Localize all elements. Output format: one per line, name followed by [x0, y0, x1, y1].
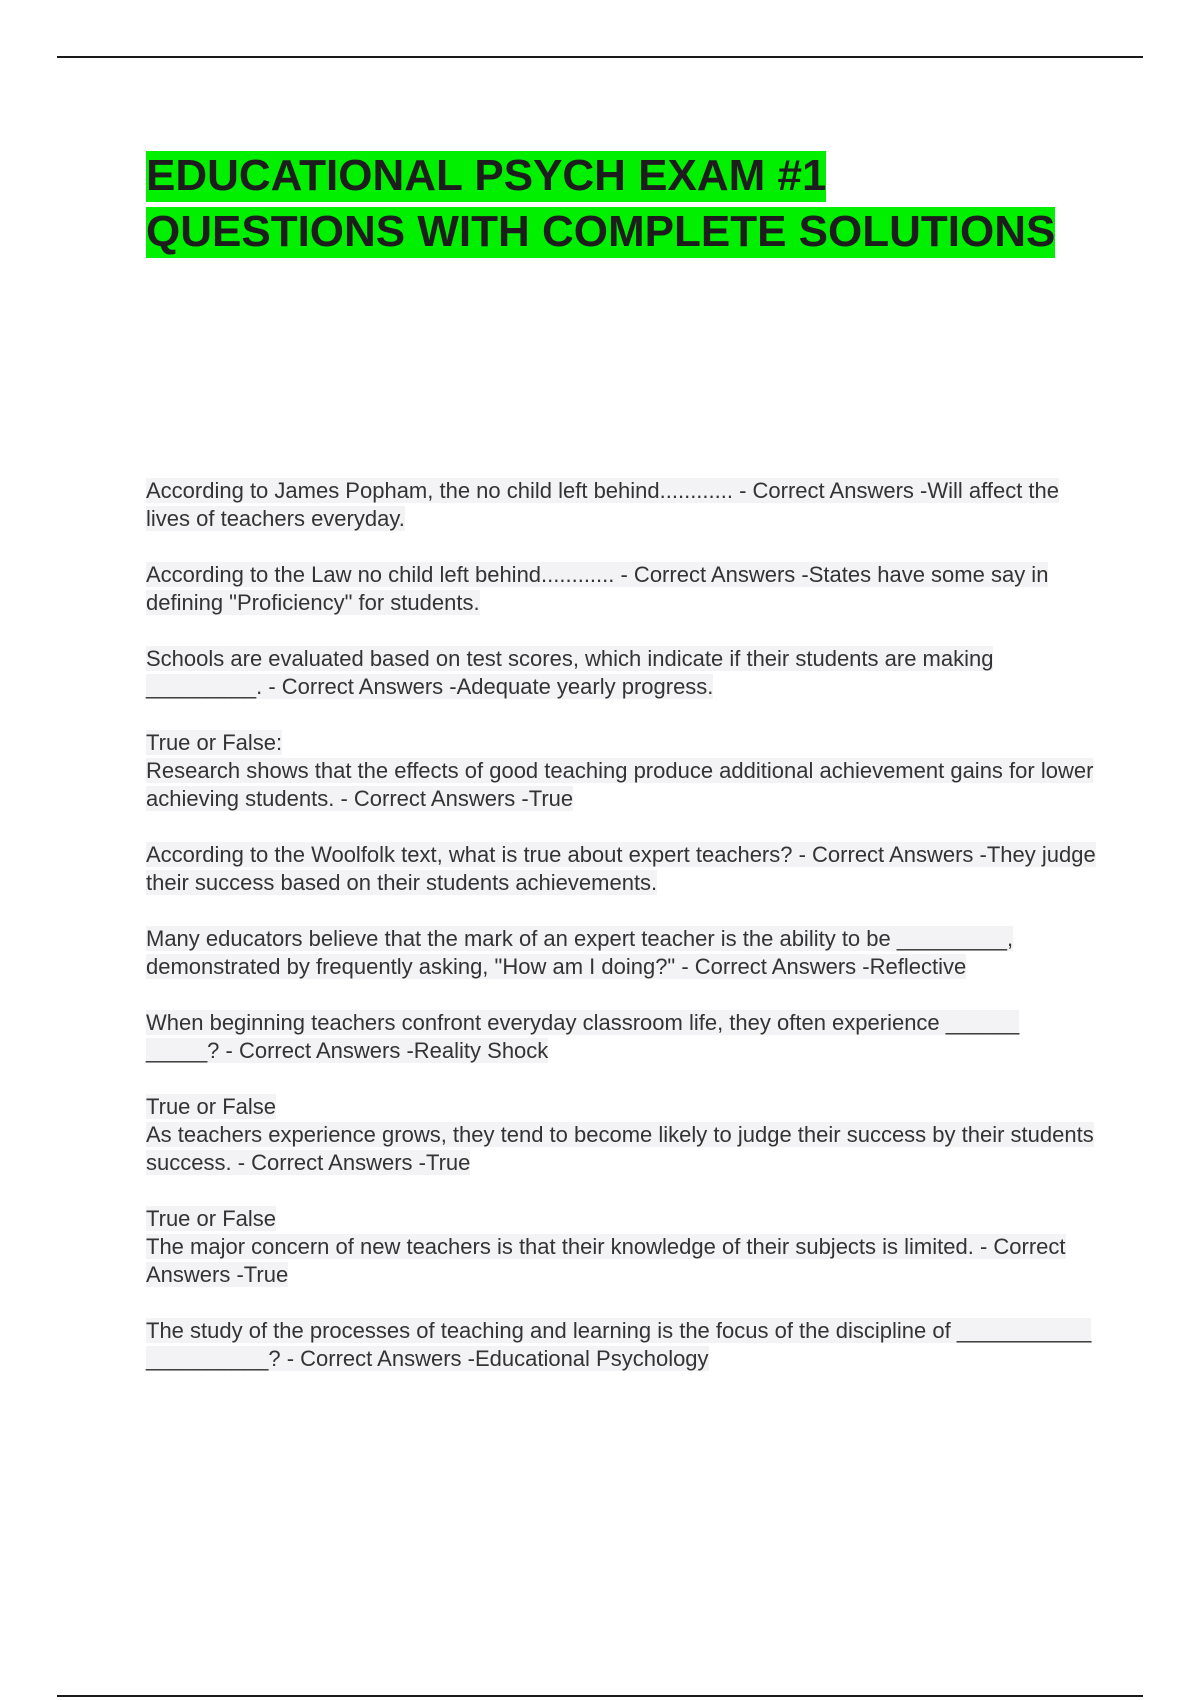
document-title: [146, 148, 1096, 260]
qa-item: [146, 645, 1096, 701]
qa-item: [146, 1093, 1096, 1177]
qa-text: When beginning teachers confront everyday classroom life, they often experience ______ _____? - Correct Answers -Reality Shock: [146, 1010, 1020, 1063]
qa-item: [146, 1009, 1096, 1065]
qa-item: [146, 561, 1096, 617]
qa-text: Many educators believe that the mark of an expert teacher is the ability to be _________, demonstrated by frequently asking, "How am I doing?" - Correct Answers -Reflective: [146, 926, 1014, 979]
qa-item: [146, 1317, 1096, 1373]
qa-text: According to the Woolfolk text, what is true about expert teachers? - Correct Answers -They judge their success based on their students achievements.: [146, 842, 1096, 895]
qa-item: [146, 729, 1096, 813]
qa-prompt: True or False: [146, 1206, 277, 1231]
qa-text: The study of the processes of teaching and learning is the focus of the discipline of ___________ __________? - Correct Answers -Educational Psychology: [146, 1318, 1092, 1371]
qa-text: As teachers experience grows, they tend to become likely to judge their success by their students success. - Correct Answers -True: [146, 1122, 1094, 1175]
question-answer-list: [146, 477, 1096, 1401]
qa-text: According to the Law no child left behind............ - Correct Answers -States have some say in defining "Proficiency" for students.: [146, 562, 1049, 615]
bottom-divider: [57, 1695, 1143, 1697]
title-highlight: EDUCATIONAL PSYCH EXAM #1 QUESTIONS WITH COMPLETE SOLUTIONS: [146, 151, 1056, 256]
qa-item: [146, 925, 1096, 981]
qa-item: [146, 1205, 1096, 1289]
qa-item: [146, 841, 1096, 897]
qa-text: Research shows that the effects of good teaching produce additional achievement gains for lower achieving students. - Correct Answers -True: [146, 758, 1094, 811]
qa-text: The major concern of new teachers is that their knowledge of their subjects is limited. - Correct Answers -True: [146, 1234, 1066, 1287]
qa-text: Schools are evaluated based on test scores, which indicate if their students are making _________. - Correct Answers -Adequate yearly progress.: [146, 646, 994, 699]
qa-prompt: True or False:: [146, 730, 283, 755]
qa-text: According to James Popham, the no child left behind............ - Correct Answers -Will affect the lives of teachers everyday.: [146, 478, 1059, 531]
qa-item: [146, 477, 1096, 533]
top-divider: [57, 56, 1143, 58]
qa-prompt: True or False: [146, 1094, 277, 1119]
